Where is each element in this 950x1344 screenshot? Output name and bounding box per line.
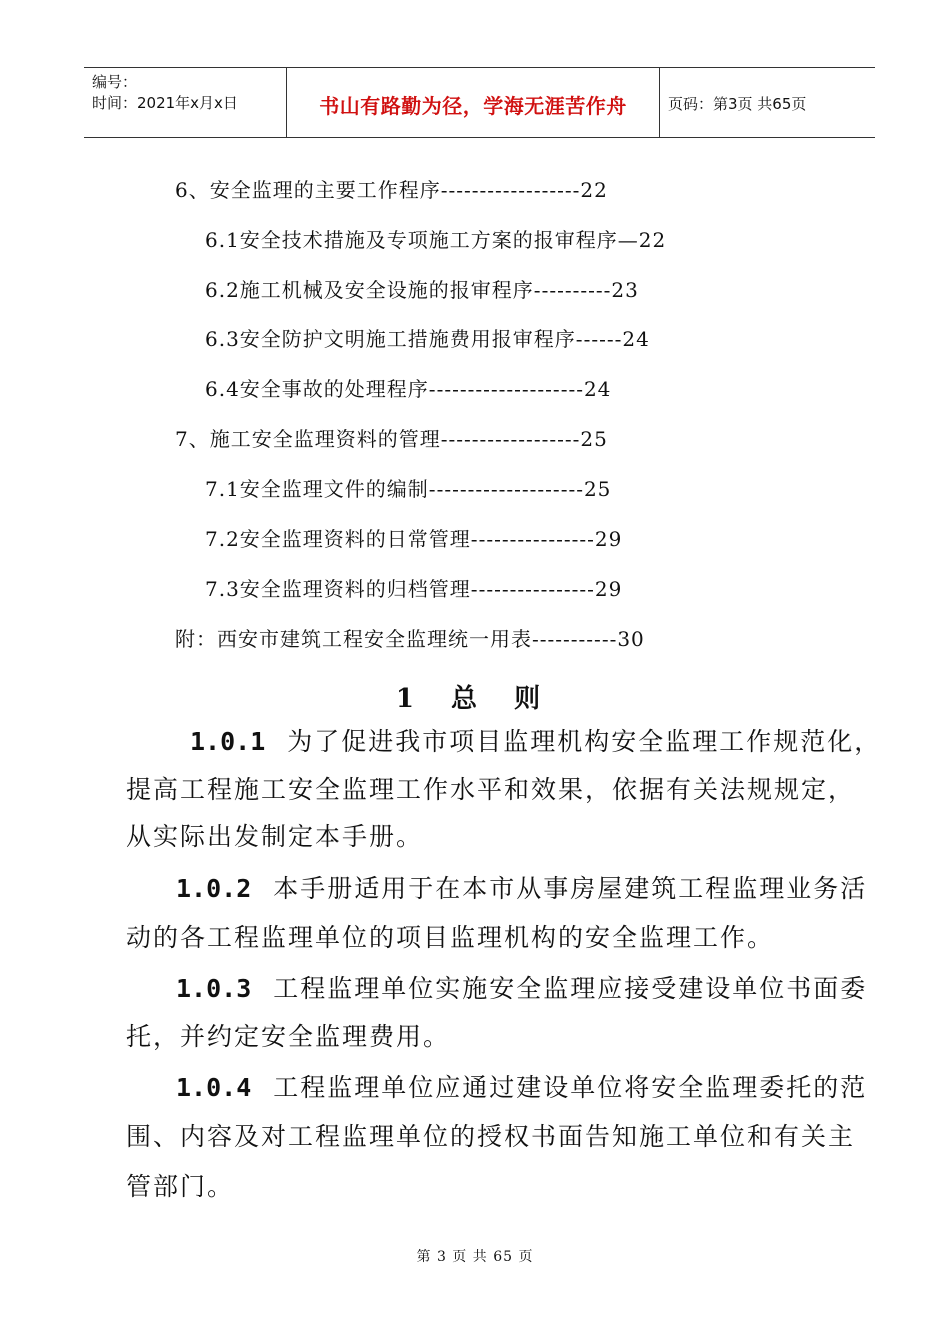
- section-title: 1 总 则: [395, 684, 555, 714]
- clause-number: 1.0.2: [176, 874, 252, 903]
- toc-entry[interactable]: 6.2施工机械及安全设施的报审程序----------23: [205, 278, 639, 302]
- header-motto: 书山有路勤为径，学海无涯苦作舟: [319, 94, 627, 118]
- paragraph-line: 提高工程施工安全监理工作水平和效果，依据有关法规规定，: [126, 775, 856, 804]
- paragraph-text: 工程监理单位应通过建设单位将安全监理委托的范: [273, 1073, 868, 1102]
- paragraph-first-line: [176, 974, 867, 1004]
- paragraph-text: 工程监理单位实施安全监理应接受建设单位书面委: [273, 974, 868, 1003]
- page-header: [84, 67, 875, 138]
- toc-entry[interactable]: 6.4安全事故的处理程序--------------------24: [205, 377, 612, 401]
- toc-entry[interactable]: 附：西安市建筑工程安全监理统一用表-----------30: [175, 627, 645, 651]
- clause-number: 1.0.4: [176, 1073, 252, 1102]
- toc-entry[interactable]: 7.1安全监理文件的编制--------------------25: [205, 477, 612, 501]
- toc-entry[interactable]: 6.1安全技术措施及专项施工方案的报审程序—22: [205, 228, 667, 252]
- paragraph-text: 为了促进我市项目监理机构安全监理工作规范化，: [287, 727, 882, 756]
- document-time-label: 时间：2021年x月x日: [92, 94, 238, 112]
- toc-entry[interactable]: 7.2安全监理资料的日常管理----------------29: [205, 527, 623, 551]
- paragraph-line: 托，并约定安全监理费用。: [126, 1022, 451, 1051]
- document-number-label: 编号：: [92, 73, 138, 91]
- header-meta: [92, 72, 238, 114]
- toc-entry[interactable]: 7.3安全监理资料的归档管理----------------29: [205, 577, 623, 601]
- paragraph-first-line: [176, 874, 867, 904]
- toc-entry[interactable]: 7、施工安全监理资料的管理------------------25: [175, 427, 608, 451]
- paragraph-line: 动的各工程监理单位的项目监理机构的安全监理工作。: [126, 923, 775, 952]
- paragraph-first-line: [176, 1073, 867, 1103]
- header-divider-right: [659, 68, 660, 137]
- toc-entry[interactable]: 6.3安全防护文明施工措施费用报审程序------24: [205, 327, 650, 351]
- clause-number: 1.0.1: [190, 727, 266, 756]
- paragraph-line: 从实际出发制定本手册。: [126, 822, 424, 851]
- clause-number: 1.0.3: [176, 974, 252, 1003]
- paragraph-first-line: [190, 727, 881, 757]
- page-footer: 第 3 页 共 65 页: [416, 1249, 534, 1265]
- toc-entry[interactable]: 6、安全监理的主要工作程序------------------22: [175, 178, 608, 202]
- header-page-info: 页码：第3页 共65页: [668, 95, 807, 113]
- paragraph-line: 管部门。: [126, 1172, 235, 1201]
- paragraph-text: 本手册适用于在本市从事房屋建筑工程监理业务活: [273, 874, 868, 903]
- paragraph-line: 围、内容及对工程监理单位的授权书面告知施工单位和有关主: [126, 1122, 856, 1151]
